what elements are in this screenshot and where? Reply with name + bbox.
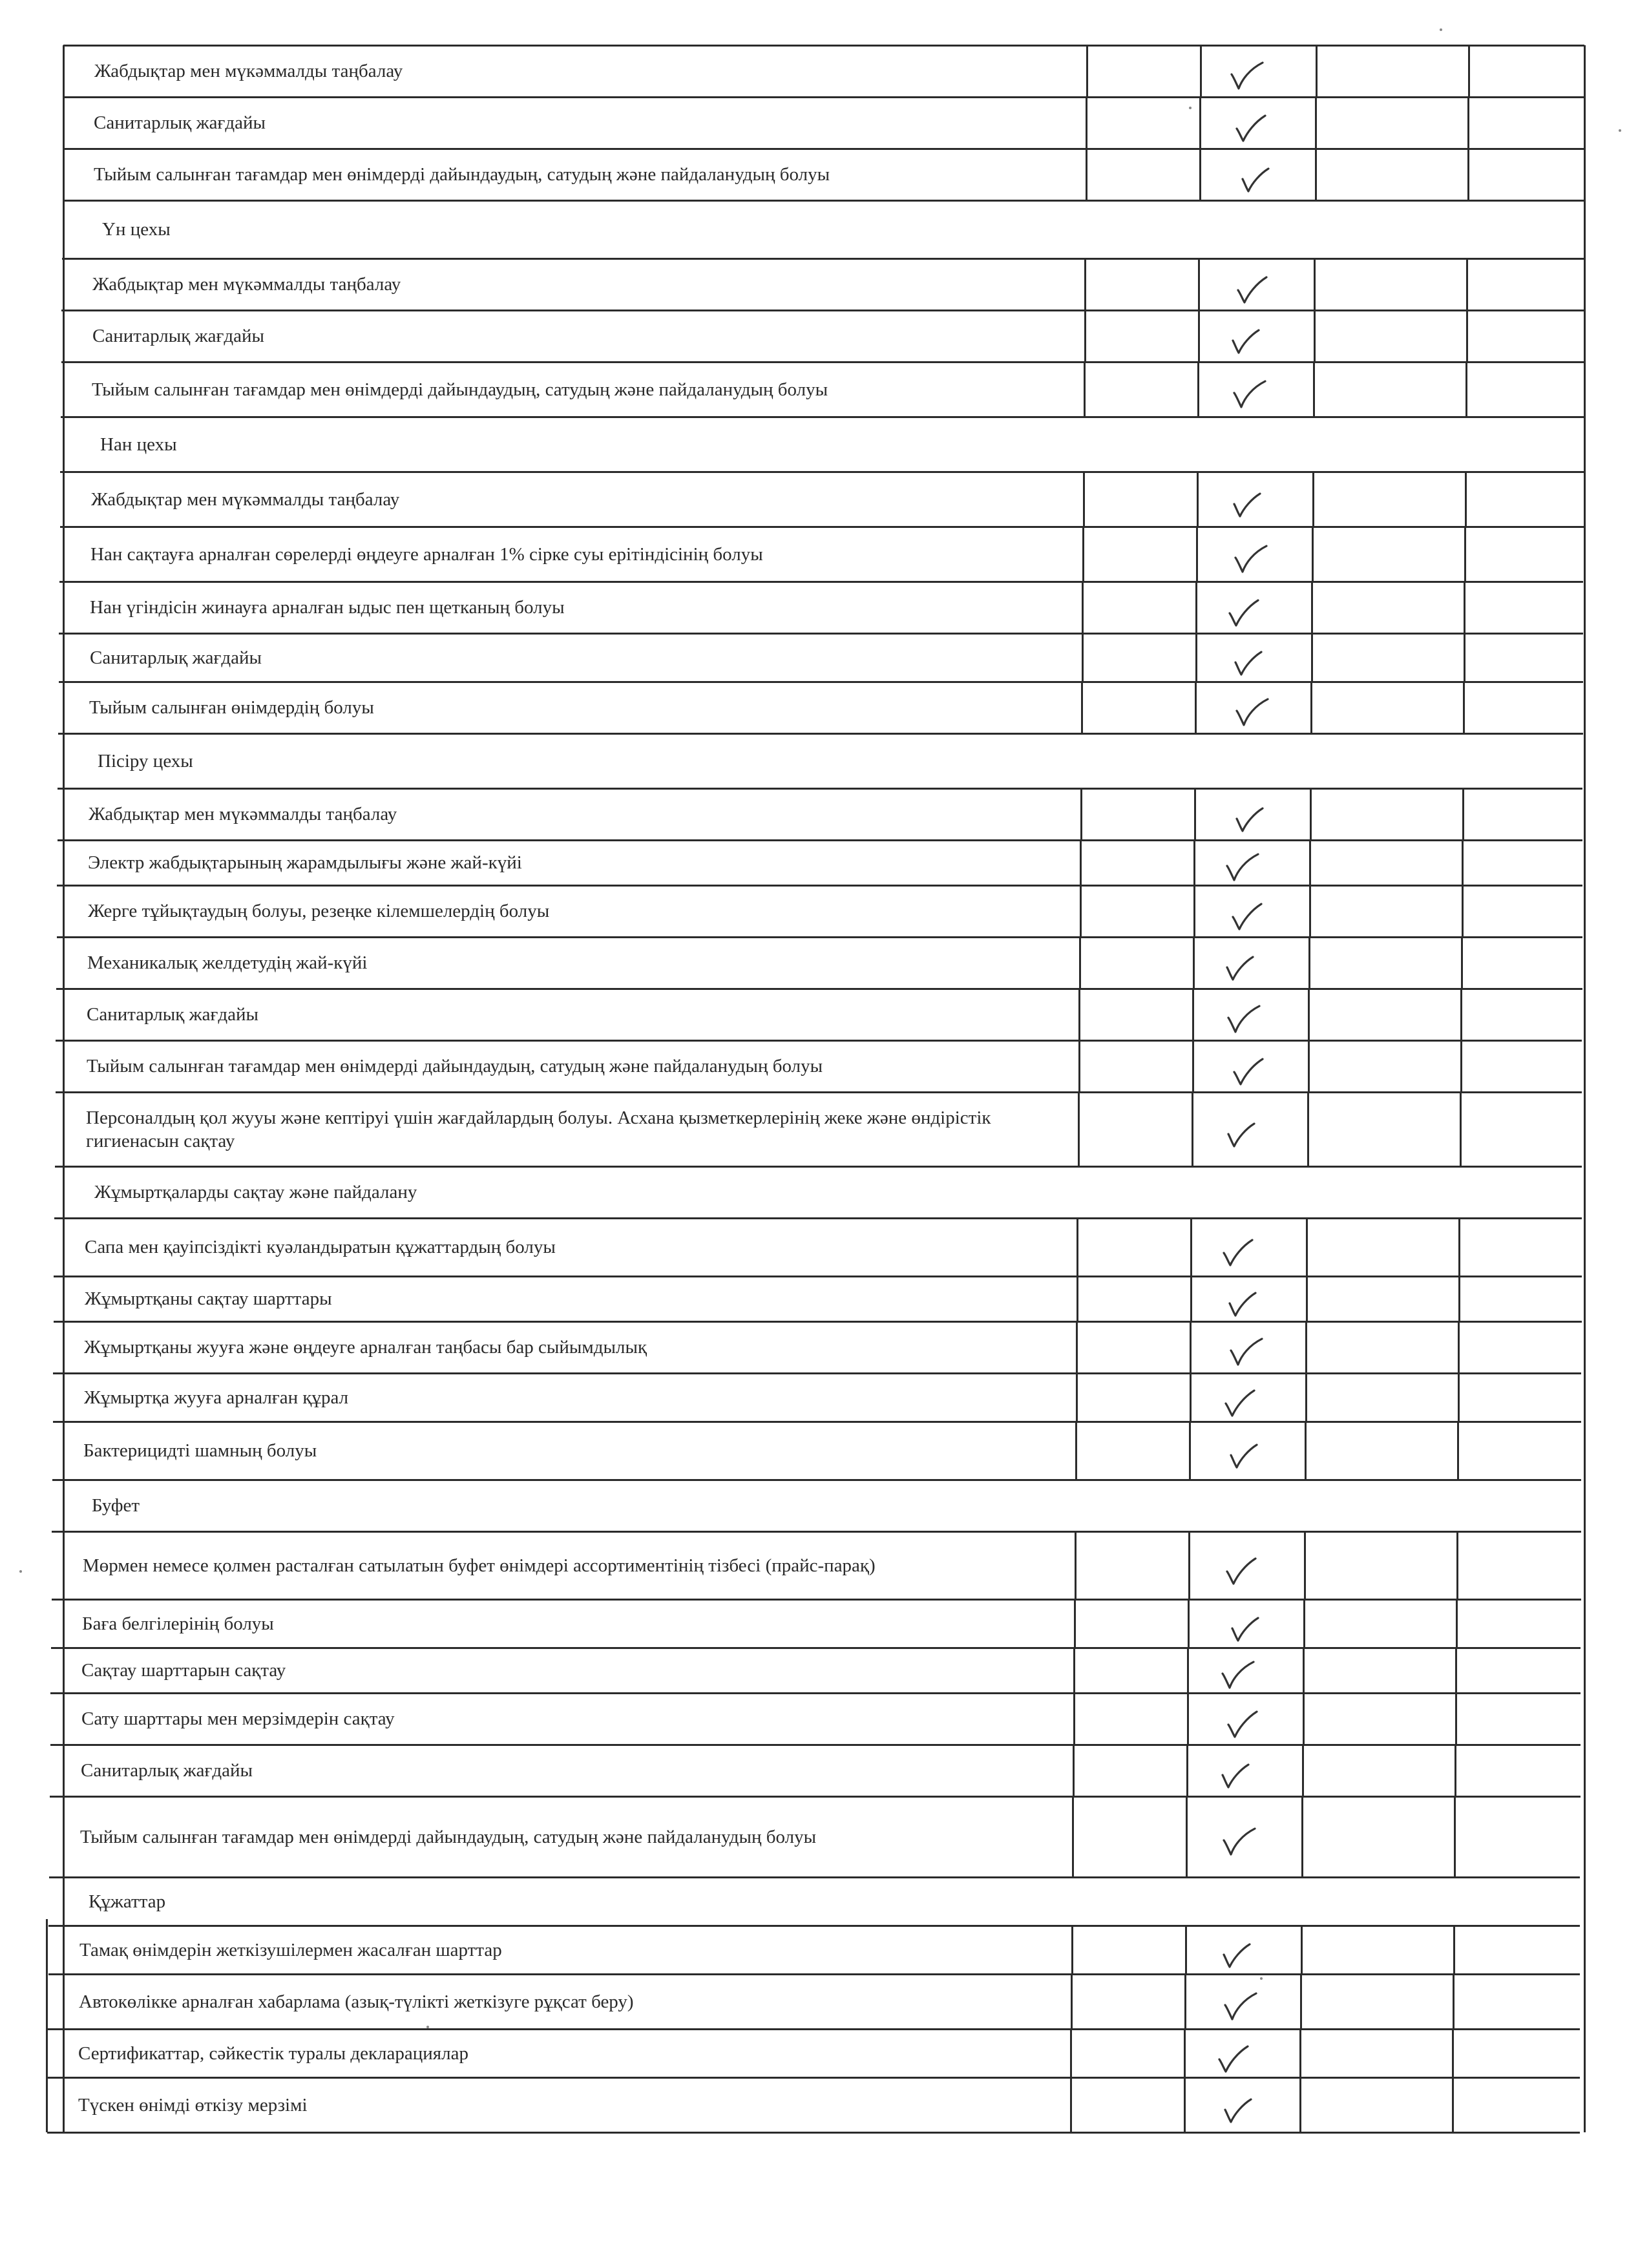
table-row <box>53 1321 1077 1373</box>
column-rule <box>1195 582 1197 633</box>
column-rule <box>1457 1422 1459 1480</box>
section-title: Жұмыртқаларды сақтау және пайдалану <box>94 1182 417 1202</box>
column-rule <box>63 45 65 2132</box>
column-rule <box>1464 582 1465 633</box>
scan-speck <box>1260 1977 1263 1980</box>
column-rule <box>1305 1373 1307 1422</box>
table-row <box>58 788 1081 840</box>
section-header-row <box>58 733 1582 788</box>
criterion-label: Электр жабдықтарының жарамдылығы және жай-күйі <box>88 852 522 873</box>
checkmark-icon <box>1223 1288 1262 1320</box>
criterion-label: Тыйым салынған өнімдердің болуы <box>89 697 374 718</box>
table-row <box>50 1648 1074 1693</box>
section-header-row <box>62 200 1584 258</box>
column-rule <box>1308 937 1310 989</box>
column-rule <box>1080 885 1082 937</box>
column-rule <box>1192 989 1194 1040</box>
column-rule <box>1302 1745 1304 1796</box>
checkmark-icon <box>1228 900 1266 932</box>
table-row <box>52 1531 1075 1599</box>
column-rule <box>1467 97 1469 149</box>
section-header-row <box>52 1480 1581 1531</box>
table-row <box>57 840 1080 885</box>
checkmark-icon <box>1224 1003 1263 1036</box>
criterion-label: Сақтау шарттарын сақтау <box>81 1660 286 1681</box>
table-row <box>61 258 1085 310</box>
column-rule <box>1301 1926 1303 1974</box>
criterion-label: Жабдықтар мен мүкәммалды таңбалау <box>89 804 397 824</box>
column-rule <box>1071 1926 1073 1974</box>
table-row <box>48 1974 1071 2029</box>
column-rule <box>1197 362 1199 417</box>
section-title: Буфет <box>92 1495 140 1516</box>
column-rule <box>1307 1092 1309 1166</box>
column-rule <box>1184 2077 1186 2132</box>
table-row <box>50 1693 1074 1745</box>
criterion-label: Жабдықтар мен мүкәммалды таңбалау <box>94 61 403 81</box>
criterion-label: Нан үгіндісін жинауға арналған ыдыс пен щетканың болуы <box>90 597 565 618</box>
column-rule <box>1308 1040 1310 1092</box>
criterion-label: Тыйым салынған тағамдар мен өнімдерді дайындаудың, сатудың және пайдаланудың болуы <box>80 1826 817 1847</box>
section-header-row <box>54 1166 1582 1218</box>
checkmark-icon <box>1224 1440 1263 1472</box>
checkmark-icon <box>1227 1336 1266 1369</box>
table-row <box>56 937 1080 989</box>
column-rule <box>1084 258 1086 310</box>
column-rule <box>1312 472 1314 527</box>
column-rule <box>1071 1974 1073 2029</box>
column-rule <box>1311 582 1313 633</box>
column-rule <box>1467 149 1469 200</box>
column-rule <box>1195 682 1197 733</box>
column-rule <box>1463 682 1465 733</box>
column-rule <box>1077 1218 1078 1276</box>
column-rule <box>1075 1422 1077 1480</box>
table-row <box>61 362 1084 417</box>
criterion-label: Санитарлық жағдайы <box>81 1760 253 1781</box>
column-rule <box>1460 1092 1462 1166</box>
column-rule <box>1190 1373 1192 1422</box>
section-header-row <box>60 417 1584 472</box>
criterion-label: Автокөлікке арналған хабарлама (азық-түлікті жеткізуге рұқсат беру) <box>79 1991 634 2012</box>
column-rule <box>1186 1745 1188 1796</box>
criterion-label: Санитарлық жағдайы <box>94 112 266 133</box>
column-rule <box>1464 633 1465 682</box>
column-rule <box>1083 472 1085 527</box>
column-rule <box>1190 1321 1192 1373</box>
column-rule <box>1454 1796 1456 1877</box>
column-rule <box>1076 1373 1078 1422</box>
table-row <box>56 989 1079 1040</box>
checkmark-icon <box>1219 2094 1257 2126</box>
column-rule <box>1458 1321 1460 1373</box>
column-rule <box>1200 45 1202 97</box>
column-rule <box>1308 989 1310 1040</box>
criterion-label: Санитарлық жағдайы <box>92 326 264 346</box>
column-rule <box>1079 937 1081 989</box>
column-rule <box>1455 1648 1457 1693</box>
checkmark-icon <box>1226 1613 1265 1645</box>
column-rule <box>1073 1648 1075 1693</box>
column-rule <box>1080 840 1082 885</box>
column-rule <box>1468 45 1470 97</box>
table-row <box>54 1276 1077 1321</box>
column-rule <box>1462 885 1464 937</box>
column-rule <box>1313 362 1315 417</box>
column-rule <box>1458 1373 1460 1422</box>
criterion-label: Мөрмен немесе қолмен расталған сатылатын буфет өнімдері ассортиментінің тізбесі (прайс-парақ) <box>83 1555 876 1576</box>
checkmark-icon <box>1221 1991 1260 2023</box>
table-row <box>48 1926 1072 1974</box>
criterion-label: Тыйым салынған тағамдар мен өнімдерді дайындаудың, сатудың және пайдаланудың болуы <box>92 379 828 400</box>
checkmark-icon <box>1222 1555 1261 1587</box>
checkmark-icon <box>1229 647 1268 679</box>
column-rule <box>1190 1218 1192 1276</box>
checkmark-icon <box>1217 1939 1256 1971</box>
column-rule <box>1455 1693 1457 1745</box>
column-rule <box>1453 1974 1455 2029</box>
column-rule <box>1458 1218 1460 1276</box>
column-rule <box>1076 1321 1078 1373</box>
column-rule <box>1184 1974 1186 2029</box>
column-rule <box>1452 2077 1454 2132</box>
criterion-label: Сату шарттары мен мерзімдерін сақтау <box>81 1708 395 1729</box>
column-rule <box>46 1919 48 2132</box>
column-rule <box>1187 1648 1189 1693</box>
table-row <box>47 2029 1071 2077</box>
column-rule <box>1310 682 1312 733</box>
table-row <box>63 45 1087 97</box>
column-rule <box>1196 527 1198 582</box>
column-rule <box>1315 97 1317 149</box>
table-row <box>59 527 1083 582</box>
checkmark-icon <box>1224 596 1263 629</box>
checkmark-icon <box>1228 488 1266 521</box>
column-rule <box>1086 149 1087 200</box>
column-rule <box>1309 840 1311 885</box>
criterion-label: Баға белгілерінің болуы <box>82 1613 274 1634</box>
column-rule <box>1461 937 1463 989</box>
column-rule <box>1078 1092 1080 1166</box>
column-rule <box>1195 633 1197 682</box>
column-rule <box>1084 362 1086 417</box>
criterion-label: Тамақ өнімдерін жеткізушілермен жасалған шарттар <box>79 1939 502 1960</box>
column-rule <box>1184 2029 1186 2077</box>
table-row <box>52 1422 1076 1480</box>
checkmark-icon <box>1232 112 1270 144</box>
criterion-label: Түскен өнімді өткізу мерзімі <box>78 2094 308 2116</box>
table-row <box>55 1092 1078 1166</box>
checkmark-icon <box>1216 1759 1255 1792</box>
column-rule <box>1306 1218 1308 1276</box>
criterion-label: Бактерицидті шамның болуы <box>83 1440 317 1461</box>
column-rule <box>1303 1693 1305 1745</box>
section-title: Үн цехы <box>102 219 171 240</box>
column-rule <box>1078 989 1080 1040</box>
column-rule <box>1086 97 1087 149</box>
checkmark-icon <box>1222 1118 1261 1151</box>
checkmark-icon <box>1233 697 1272 729</box>
column-rule <box>1465 472 1467 527</box>
column-rule <box>1073 1693 1075 1745</box>
checkmark-icon <box>1214 2042 1253 2075</box>
table-row <box>53 1373 1077 1422</box>
table-row <box>47 2077 1071 2132</box>
column-rule <box>1078 1040 1080 1092</box>
column-rule <box>1311 633 1313 682</box>
checkmark-icon <box>1219 1236 1257 1268</box>
checkmark-icon <box>1232 543 1270 576</box>
column-rule <box>1309 885 1311 937</box>
criterion-label: Жұмыртқа жууға арналған құрал <box>84 1387 349 1408</box>
column-rule <box>1193 937 1195 989</box>
column-rule <box>1188 1599 1190 1648</box>
criterion-label: Тыйым салынған тағамдар мен өнімдерді дайындаудың, сатудың және пайдаланудың болуы <box>94 164 830 185</box>
column-rule <box>1198 310 1200 362</box>
column-rule <box>1314 310 1316 362</box>
column-rule <box>1072 1796 1074 1877</box>
column-rule <box>1070 2077 1072 2132</box>
table-row <box>50 1745 1073 1796</box>
table-row <box>49 1796 1073 1877</box>
checkmark-icon <box>1223 1708 1262 1740</box>
table-row <box>54 1218 1077 1276</box>
column-rule <box>1081 682 1083 733</box>
column-rule <box>1197 472 1199 527</box>
table-row <box>59 582 1082 633</box>
column-rule <box>1456 1531 1458 1599</box>
checkmark-icon <box>1221 1387 1259 1419</box>
table-row <box>63 149 1086 200</box>
criterion-label: Жұмыртқаны сақтау шарттары <box>85 1288 332 1309</box>
column-rule <box>1199 149 1201 200</box>
section-title: Пісіру цехы <box>98 750 193 772</box>
column-rule <box>1299 2077 1301 2132</box>
column-rule <box>1193 885 1195 937</box>
criterion-label: Жерге тұйықтаудың болуы, резеңке кілемшелердің болуы <box>88 901 550 921</box>
table-row <box>56 1040 1079 1092</box>
checkmark-icon <box>1233 273 1272 306</box>
checkmark-icon <box>1230 803 1269 835</box>
column-rule <box>1084 310 1086 362</box>
column-rule <box>1460 989 1462 1040</box>
column-rule <box>1456 1599 1458 1648</box>
column-rule <box>1464 527 1466 582</box>
column-rule <box>1584 45 1586 2132</box>
column-rule <box>1306 1276 1308 1321</box>
column-rule <box>1189 1422 1191 1480</box>
column-rule <box>1070 2029 1072 2077</box>
column-rule <box>1192 1092 1193 1166</box>
column-rule <box>1077 1276 1078 1321</box>
column-rule <box>1186 1796 1188 1877</box>
column-rule <box>1310 788 1312 840</box>
column-rule <box>1082 527 1084 582</box>
criterion-label: Механикалық желдетудің жай-күйі <box>87 952 368 973</box>
criterion-label: Персоналдың қол жууы және кептіруі үшін жағдайлардың болуы. Асхана қызметкерлерінің жеке және өндірістік гигиенасын сақтау <box>86 1107 991 1151</box>
table-row <box>51 1599 1075 1648</box>
table-row <box>63 97 1086 149</box>
checkmark-icon <box>1230 379 1269 411</box>
table-row <box>58 682 1082 733</box>
column-rule <box>1301 1796 1303 1877</box>
column-rule <box>1075 1531 1077 1599</box>
column-rule <box>1303 1648 1305 1693</box>
scan-speck <box>1619 129 1621 132</box>
column-rule <box>1074 1599 1076 1648</box>
column-rule <box>1305 1422 1307 1480</box>
column-rule <box>1194 788 1196 840</box>
column-rule <box>1082 633 1084 682</box>
checkmark-icon <box>1226 325 1265 357</box>
column-rule <box>1198 258 1200 310</box>
column-rule <box>1086 45 1088 97</box>
checkmark-icon <box>1223 852 1262 884</box>
checkmark-icon <box>1228 60 1266 92</box>
table-rule <box>47 2132 1580 2134</box>
criterion-label: Нан сақтауға арналған сөрелерді өңдеуге арналған 1% сірке суы ерітіндісінің болуы <box>90 543 763 565</box>
scan-speck <box>1189 107 1192 109</box>
column-rule <box>1192 1040 1194 1092</box>
table-rule <box>63 45 1584 47</box>
table-row <box>57 885 1080 937</box>
scan-speck <box>19 1570 22 1573</box>
column-rule <box>1452 2029 1454 2077</box>
scan-speck <box>426 2026 429 2028</box>
column-rule <box>1462 840 1464 885</box>
column-rule <box>1460 1040 1462 1092</box>
section-title: Нан цехы <box>100 434 177 455</box>
criterion-label: Жабдықтар мен мүкәммалды таңбалау <box>92 274 401 295</box>
column-rule <box>1187 1693 1189 1745</box>
checkmark-icon <box>1236 163 1275 196</box>
column-rule <box>1465 362 1467 417</box>
checkmark-icon <box>1221 952 1259 984</box>
column-rule <box>1455 1745 1456 1796</box>
column-rule <box>1316 45 1318 97</box>
checkmark-icon <box>1220 1826 1259 1858</box>
checkmark-icon <box>1229 1055 1268 1087</box>
checkmark-icon <box>1219 1659 1257 1692</box>
column-rule <box>1466 310 1468 362</box>
column-rule <box>1462 788 1464 840</box>
table-row <box>59 633 1082 682</box>
column-rule <box>1199 97 1201 149</box>
criterion-label: Жабдықтар мен мүкәммалды таңбалау <box>91 488 400 510</box>
column-rule <box>1080 788 1082 840</box>
table-row <box>61 310 1085 362</box>
column-rule <box>1466 258 1468 310</box>
section-title: Құжаттар <box>89 1891 166 1912</box>
column-rule <box>1185 1926 1187 1974</box>
column-rule <box>1193 840 1195 885</box>
column-rule <box>1303 1599 1305 1648</box>
scan-speck <box>1440 28 1442 31</box>
column-rule <box>1453 1926 1455 1974</box>
column-rule <box>1082 582 1084 633</box>
criterion-label: Жұмыртқаны жууға және өңдеуге арналған таңбасы бар сыйымдылық <box>84 1337 647 1358</box>
section-header-row <box>48 1877 1580 1926</box>
criterion-label: Санитарлық жағдайы <box>90 647 262 668</box>
column-rule <box>1314 258 1316 310</box>
column-rule <box>1300 1974 1302 2029</box>
column-rule <box>1304 1531 1306 1599</box>
criterion-label: Тыйым салынған тағамдар мен өнімдерді дайындаудың, сатудың және пайдаланудың болуы <box>87 1056 823 1076</box>
column-rule <box>1073 1745 1075 1796</box>
column-rule <box>1190 1276 1192 1321</box>
column-rule <box>1299 2029 1301 2077</box>
column-rule <box>1312 527 1314 582</box>
criterion-label: Сертификаттар, сәйкестік туралы декларациялар <box>78 2042 468 2064</box>
column-rule <box>1305 1321 1307 1373</box>
column-rule <box>1458 1276 1460 1321</box>
table-row <box>60 472 1084 527</box>
criterion-label: Санитарлық жағдайы <box>87 1004 258 1025</box>
criterion-label: Сапа мен қауіпсіздікті куәландыратын құжаттардың болуы <box>85 1237 556 1257</box>
column-rule <box>1315 149 1317 200</box>
column-rule <box>1188 1531 1190 1599</box>
